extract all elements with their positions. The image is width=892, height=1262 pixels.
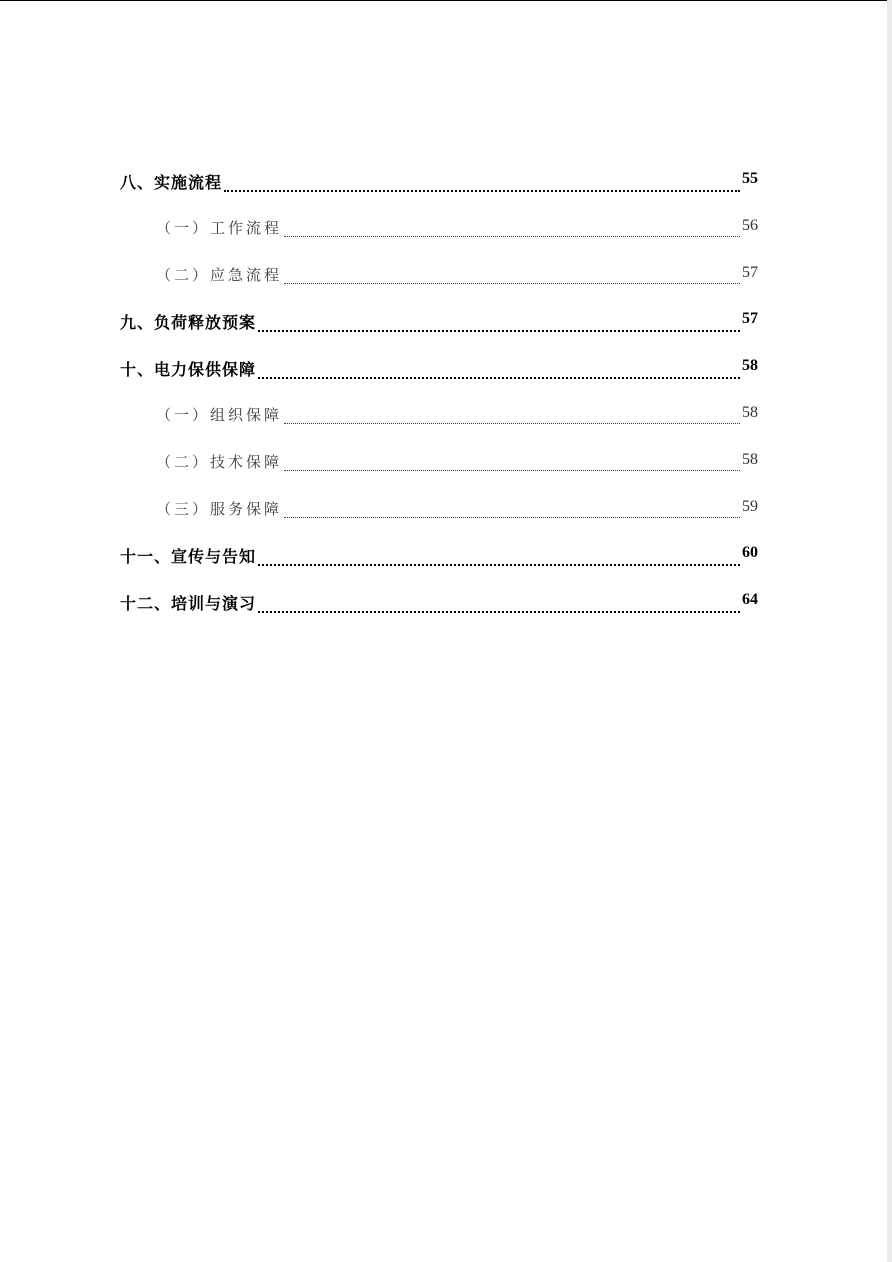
- toc-dot-leader: [284, 222, 740, 237]
- toc-entry-load-release-plan[interactable]: [120, 306, 758, 353]
- page-right-shadow: [887, 0, 892, 1262]
- toc-entry-page-number: 64: [742, 591, 758, 609]
- toc-dot-leader: [284, 503, 740, 518]
- toc-entry-emergency-process[interactable]: [120, 260, 758, 307]
- toc-entry-page-number: 56: [742, 216, 758, 234]
- toc-entry-page-number: 58: [742, 357, 758, 375]
- toc-entry-publicity-and-notice[interactable]: [120, 540, 758, 587]
- toc-entry-service-guarantee[interactable]: [120, 494, 758, 541]
- toc-entry-power-supply-guarantee[interactable]: [120, 353, 758, 400]
- toc-entry-title: 十二、培训与演习: [120, 594, 257, 614]
- toc-entry-page-number: 58: [742, 403, 758, 421]
- toc-dot-leader: [284, 456, 740, 471]
- toc-entry-page-number: 57: [742, 310, 758, 328]
- toc-entry-title: （二）应急流程: [156, 265, 283, 284]
- toc-entry-page-number: 59: [742, 497, 758, 515]
- toc-dot-leader: [258, 316, 740, 332]
- toc-entry-title: 八、实施流程: [120, 173, 223, 192]
- toc-entry-technical-guarantee[interactable]: [120, 447, 758, 494]
- toc-dot-leader: [284, 269, 740, 284]
- toc-entry-page-number: 55: [742, 170, 758, 187]
- toc-entry-title: （一）组织保障: [156, 405, 283, 424]
- toc-entry-page-number: 58: [742, 450, 758, 468]
- toc-dot-leader: [258, 597, 740, 613]
- toc-entry-title: 十、电力保供保障: [120, 360, 257, 380]
- toc-entry-work-process[interactable]: [120, 213, 758, 260]
- toc-entry-page-number: 57: [742, 263, 758, 281]
- toc-dot-leader: [258, 550, 740, 566]
- table-of-contents: [120, 166, 758, 634]
- toc-entry-training-and-drills[interactable]: [120, 587, 758, 634]
- toc-entry-organizational-guarantee[interactable]: [120, 400, 758, 447]
- toc-entry-implementation-process[interactable]: [120, 166, 758, 213]
- toc-entry-title: 九、负荷释放预案: [120, 313, 257, 333]
- page-top-border: [0, 0, 892, 1]
- toc-entry-title: 十一、宣传与告知: [120, 547, 257, 567]
- toc-dot-leader: [258, 363, 740, 379]
- toc-entry-page-number: 60: [742, 544, 758, 562]
- toc-entry-title: （二）技术保障: [156, 452, 283, 471]
- toc-entry-title: （三）服务保障: [156, 499, 283, 518]
- toc-entry-title: （一）工作流程: [156, 218, 283, 237]
- toc-dot-leader: [284, 409, 740, 424]
- toc-dot-leader: [224, 176, 740, 192]
